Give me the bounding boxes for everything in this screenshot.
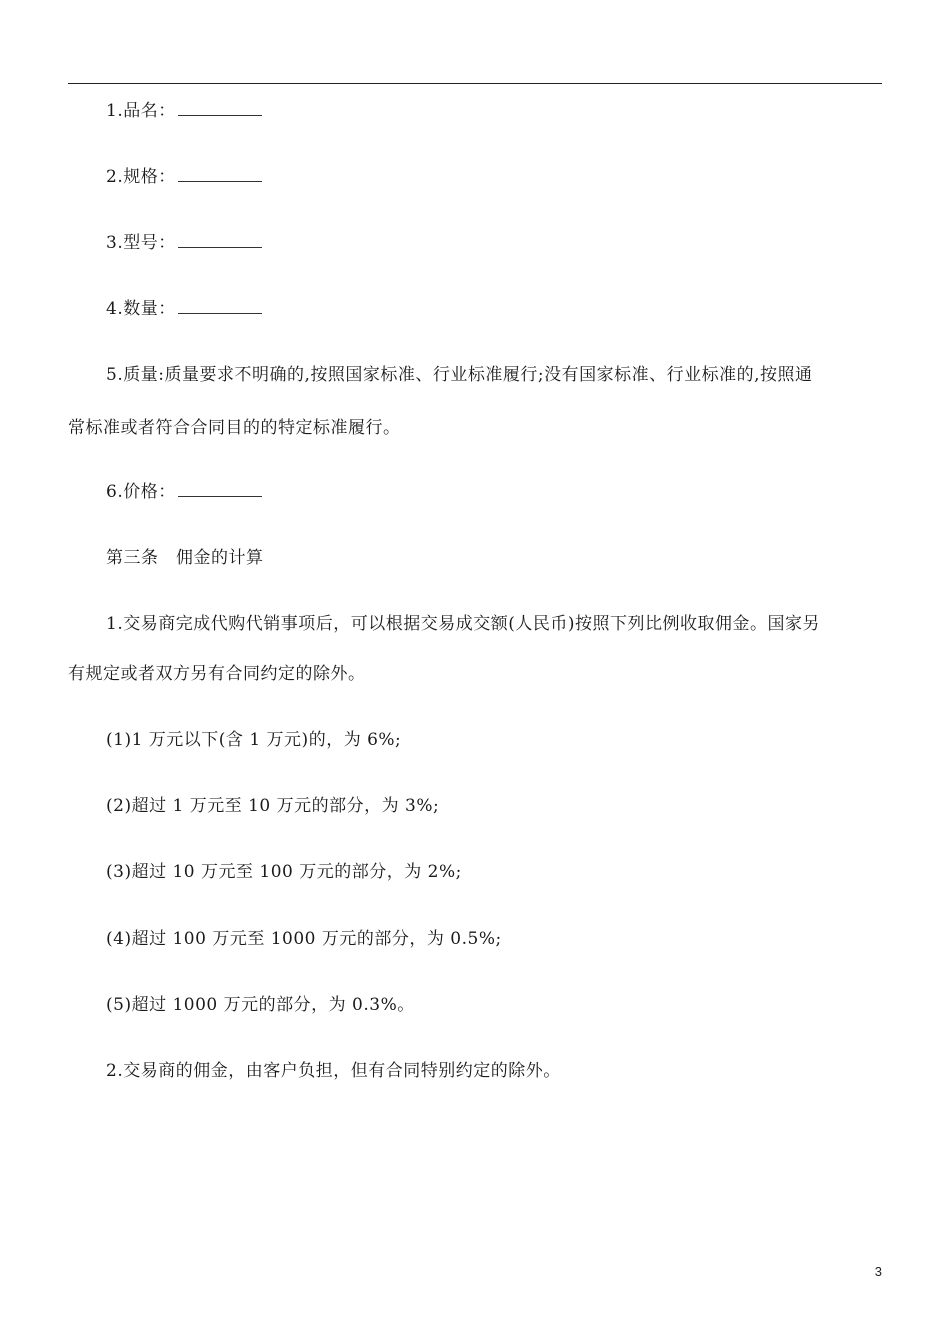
field-model <box>106 233 262 253</box>
blank-underline <box>178 101 262 116</box>
rate-item: (5)超过 1000 万元的部分，为 0.3%。 <box>106 995 415 1015</box>
rate-item: (1)1 万元以下(含 1 万元)的，为 6%; <box>106 730 402 750</box>
field-specification <box>106 167 262 187</box>
field-quantity <box>106 299 262 319</box>
blank-underline <box>178 167 262 182</box>
quality-line-1: 5.质量:质量要求不明确的,按照国家标准、行业标准履行;没有国家标准、行业标准的,按照通 <box>106 365 813 385</box>
field-product-name <box>106 101 262 121</box>
header-rule <box>68 83 882 84</box>
field-label: 6.价格： <box>106 482 176 502</box>
clause-1-line-2: 有规定或者双方另有合同约定的除外。 <box>68 664 366 684</box>
quality-line-2: 常标准或者符合合同目的的特定标准履行。 <box>68 418 401 438</box>
field-price <box>106 482 262 502</box>
field-label: 1.品名： <box>106 101 176 121</box>
blank-underline <box>178 482 262 497</box>
field-label: 4.数量： <box>106 299 176 319</box>
rate-item: (3)超过 10 万元至 100 万元的部分，为 2%; <box>106 862 462 882</box>
field-label: 3.型号： <box>106 233 176 253</box>
clause-1-line-1: 1.交易商完成代购代销事项后，可以根据交易成交额(人民币)按照下列比例收取佣金。国家另 <box>106 614 820 634</box>
blank-underline <box>178 233 262 248</box>
rate-item: (4)超过 100 万元至 1000 万元的部分，为 0.5%; <box>106 929 502 949</box>
field-label: 2.规格： <box>106 167 176 187</box>
page-number: 3 <box>874 1264 882 1279</box>
blank-underline <box>178 299 262 314</box>
rate-item: (2)超过 1 万元至 10 万元的部分，为 3%; <box>106 796 440 816</box>
article-heading: 第三条 佣金的计算 <box>106 548 264 568</box>
clause-2: 2.交易商的佣金，由客户负担，但有合同特别约定的除外。 <box>106 1061 561 1081</box>
